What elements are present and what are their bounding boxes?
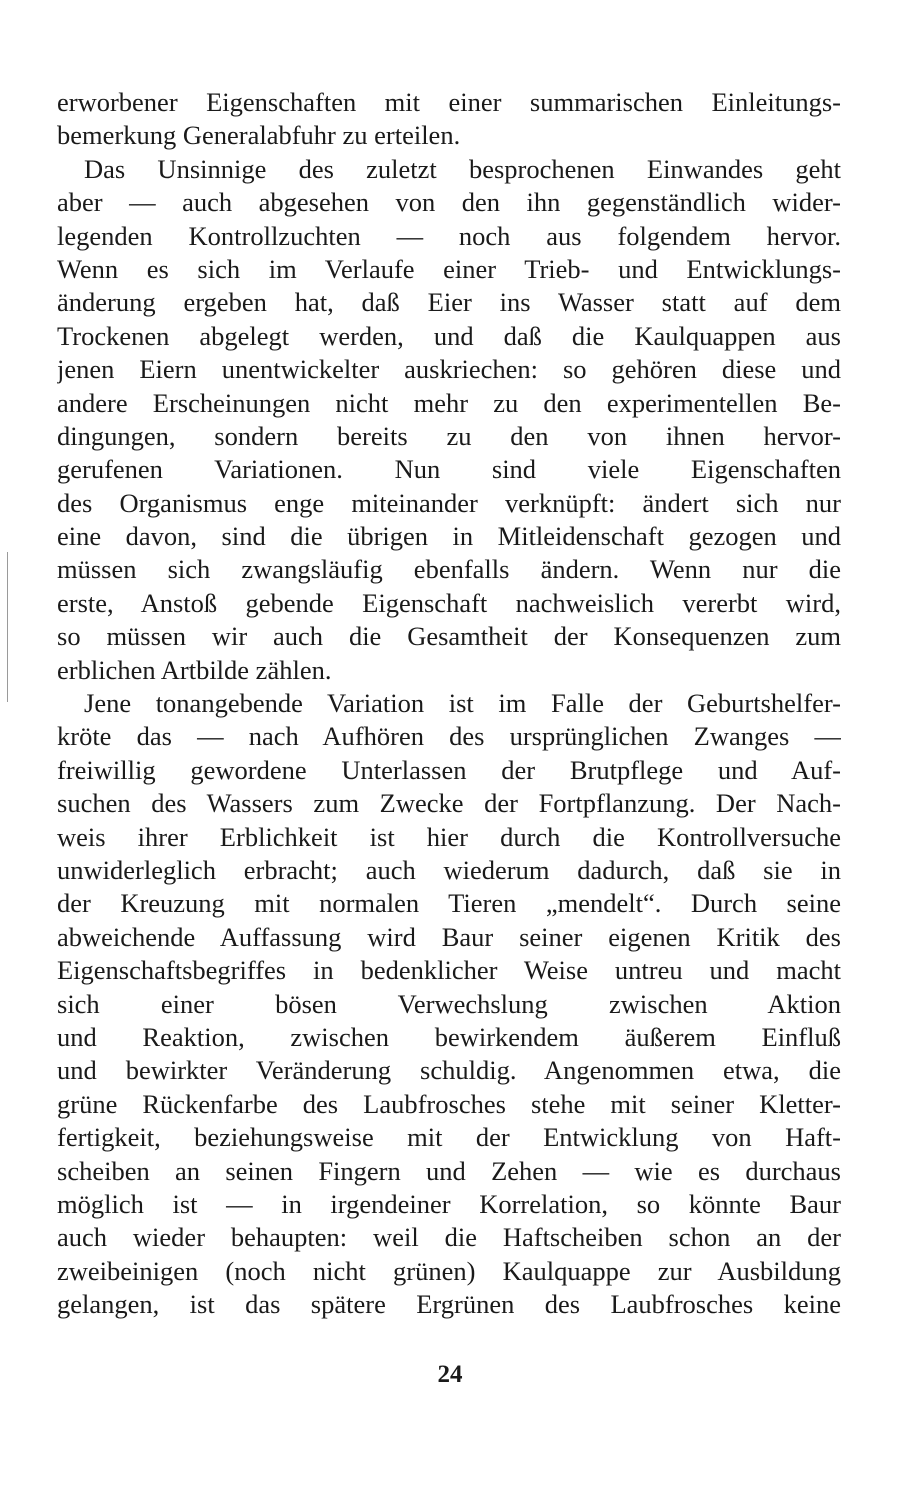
text-line: jenen Eiern unentwickelter auskriechen: so gehören diese und [57,354,841,385]
text-line: kröte das — nach Aufhören des ursprünglichen Zwanges — [57,721,841,752]
text-line: unwiderleglich erbracht; auch wiederum dadurch, daß sie in [57,854,841,885]
text-line: dingungen, sondern bereits zu den von ihnen hervor- [57,420,841,451]
text-line: gerufenen Variationen. Nun sind viele Eigenschaften [57,454,841,485]
paragraph-start-line: Jene tonangebende Variation ist im Falle der Geburtshelfer- [84,688,841,719]
text-line: des Organismus enge miteinander verknüpft: ändert sich nur [57,487,841,518]
text-line: möglich ist — in irgendeiner Korrelation, so könnte Baur [57,1188,841,1219]
text-line: freiwillig gewordene Unterlassen der Brutpflege und Auf- [57,754,841,785]
text-line: erworbener Eigenschaften mit einer summarischen Einleitungs- [57,87,841,117]
text-line: der Kreuzung mit normalen Tieren „mendelt“. Durch seine [57,888,841,919]
text-line: gelangen, ist das spätere Ergrünen des Laubfrosches keine [57,1289,841,1320]
text-line: Eigenschaftsbegriffes in bedenklicher Weise untreu und macht [57,955,841,986]
text-line: bemerkung Generalabfuhr zu erteilen. [57,120,461,151]
text-line: andere Erscheinungen nicht mehr zu den experimentellen Be- [57,387,841,418]
margin-pencil-mark [7,552,8,702]
text-line: Trockenen abgelegt werden, und daß die Kaulquappen aus [57,320,841,351]
text-line: und Reaktion, zwischen bewirkendem äußerem Einfluß [57,1021,841,1052]
text-line: aber — auch abgesehen von den ihn gegenständlich wider- [57,187,841,218]
text-line: scheiben an seinen Fingern und Zehen — wie es durchaus [57,1155,841,1186]
text-line: müssen sich zwangsläufig ebenfalls ändern. Wenn nur die [57,554,841,585]
text-line: grüne Rückenfarbe des Laubfrosches stehe mit seiner Kletter- [57,1088,841,1119]
text-line: abweichende Auffassung wird Baur seiner eigenen Kritik des [57,921,841,952]
text-line: auch wieder behaupten: weil die Haftscheiben schon an der [57,1222,841,1253]
text-line: zweibeinigen (noch nicht grünen) Kaulquappe zur Ausbildung [57,1255,841,1286]
paragraph-start-line: Das Unsinnige des zuletzt besprochenen Einwandes geht [84,153,841,184]
text-line: suchen des Wassers zum Zwecke der Fortpflanzung. Der Nach- [57,788,841,819]
text-line: erblichen Artbilde zählen. [57,654,332,685]
text-line: weis ihrer Erblichkeit ist hier durch die Kontrollversuche [57,821,841,852]
text-line: so müssen wir auch die Gesamtheit der Konsequenzen zum [57,621,841,652]
text-line: legenden Kontrollzuchten — noch aus folgendem hervor. [57,220,841,251]
text-line: und bewirkter Veränderung schuldig. Angenommen etwa, die [57,1055,841,1086]
text-line: sich einer bösen Verwechslung zwischen Aktion [57,988,841,1019]
text-line: eine davon, sind die übrigen in Mitleidenschaft gezogen und [57,521,841,552]
body-text [57,86,841,1321]
text-line: Wenn es sich im Verlaufe einer Trieb- und Entwicklungs- [57,253,841,284]
text-line: erste, Anstoß gebende Eigenschaft nachweislich vererbt wird, [57,587,841,618]
text-line: fertigkeit, beziehungsweise mit der Entwicklung von Haft- [57,1122,841,1153]
text-line: änderung ergeben hat, daß Eier ins Wasser statt auf dem [57,287,841,318]
page-number: 24 [437,1361,463,1388]
